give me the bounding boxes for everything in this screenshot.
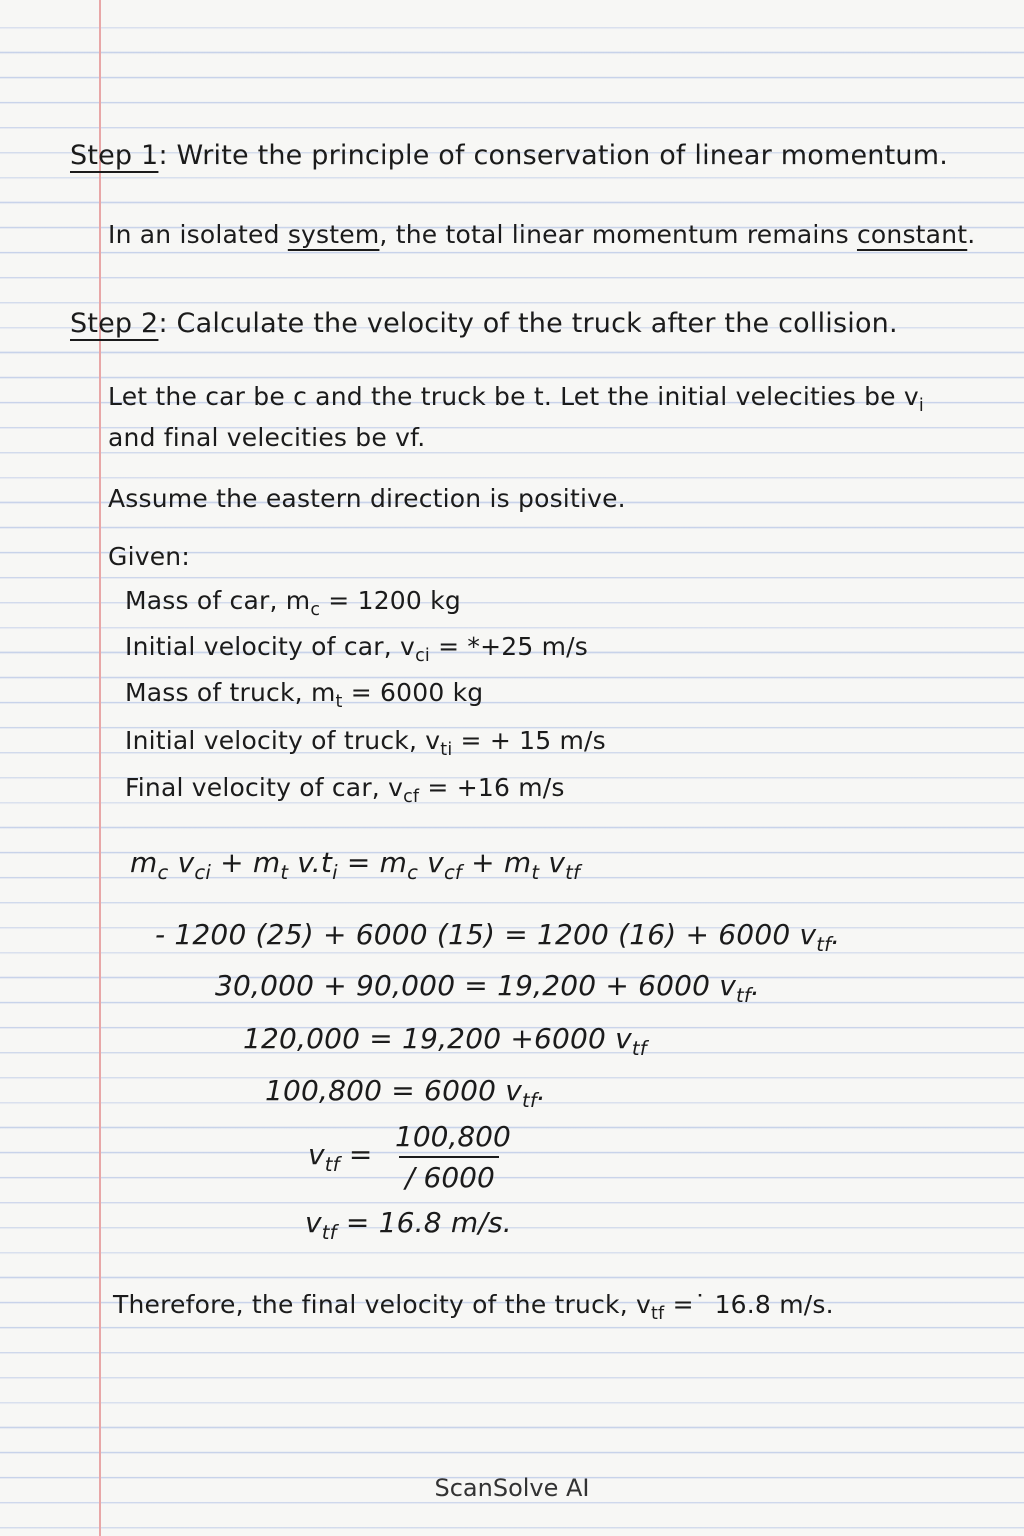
subscript: ti xyxy=(440,740,453,761)
subscript: cf xyxy=(403,787,420,808)
eq-text: = xyxy=(339,1138,373,1171)
equation-line-2 xyxy=(215,969,760,1007)
eq-text: 120,000 = 19,200 +6000 v xyxy=(243,1022,632,1055)
fraction-denominator: / 6000 xyxy=(405,1161,495,1194)
assumption: Assume the eastern direction is positive. xyxy=(108,484,626,513)
subscript: tf xyxy=(565,860,581,884)
subscript: i xyxy=(332,860,338,884)
given-initial-velocity-truck xyxy=(125,726,606,760)
eq-term: m xyxy=(130,846,158,879)
given-mass-car xyxy=(125,586,461,620)
subscript: t xyxy=(335,692,343,713)
given-text: Initial velocity of truck, v xyxy=(125,726,441,755)
subscript: tf xyxy=(651,1304,665,1325)
conclusion xyxy=(113,1290,834,1324)
step1-body-text: . xyxy=(967,220,976,249)
step2-heading xyxy=(70,308,898,339)
step1-label: Step 1 xyxy=(70,140,159,171)
step2-line2: and final velecities be vf. xyxy=(108,423,426,452)
eq-text: . xyxy=(831,918,841,951)
fraction-bar xyxy=(399,1156,499,1158)
given-text: Initial velocity of car, v xyxy=(125,632,416,661)
eq-term: v.t xyxy=(288,846,333,879)
subscript: ci xyxy=(194,860,211,884)
footer-brand: ScanSolve AI xyxy=(434,1474,590,1502)
given-mass-truck xyxy=(125,678,483,712)
subscript: tf xyxy=(736,983,752,1007)
underlined-constant: constant xyxy=(856,220,968,249)
subscript: tf xyxy=(321,1220,337,1244)
eq-term: v xyxy=(168,846,195,879)
given-value: = +16 m/s xyxy=(419,773,565,802)
given-label: Given: xyxy=(108,542,190,571)
eq-term: = m xyxy=(337,846,408,879)
given-text: Mass of truck, m xyxy=(125,678,336,707)
step2-label: Step 2 xyxy=(70,308,159,339)
subscript: ci xyxy=(415,646,430,667)
given-value: = *+25 m/s xyxy=(429,632,589,661)
eq-text: 30,000 + 90,000 = 19,200 + 6000 v xyxy=(215,969,737,1002)
eq-text: = 16.8 m/s. xyxy=(336,1206,512,1239)
subscript: tf xyxy=(324,1152,340,1176)
step1-heading xyxy=(70,140,948,171)
given-text: Mass of car, m xyxy=(125,586,311,615)
eq-text: v xyxy=(308,1138,325,1171)
equation-line-5-lhs xyxy=(308,1138,373,1176)
subscript: cf xyxy=(443,860,463,884)
subscript: c xyxy=(310,600,321,621)
subscript: t xyxy=(531,860,540,884)
given-final-velocity-car xyxy=(125,773,565,807)
underlined-system: system xyxy=(287,220,380,249)
step2-line1-text: Let the car be c and the truck be t. Let the initial velecities be v xyxy=(108,382,919,411)
fraction xyxy=(395,1120,511,1194)
step2-title: : Calculate the velocity of the truck after the collision. xyxy=(158,308,898,339)
fraction-numerator: 100,800 xyxy=(395,1120,511,1153)
given-initial-velocity-car xyxy=(125,632,588,666)
step1-title: : Write the principle of conservation of linear momentum. xyxy=(158,140,948,171)
subscript: tf xyxy=(631,1036,647,1060)
eq-term: + m xyxy=(462,846,532,879)
subscript: tf xyxy=(816,932,832,956)
given-value: = 1200 kg xyxy=(320,586,461,615)
eq-term: v xyxy=(418,846,444,879)
eq-term: + m xyxy=(210,846,281,879)
subscript: c xyxy=(157,860,169,884)
equation-line-6 xyxy=(305,1206,512,1244)
eq-text: v xyxy=(305,1206,322,1239)
subscript: t xyxy=(280,860,289,884)
conclusion-value: =˙ 16.8 m/s. xyxy=(664,1290,834,1319)
step1-body-text: , the total linear momentum remains xyxy=(379,220,857,249)
eq-text: . xyxy=(751,969,761,1002)
conclusion-text: Therefore, the final velocity of the truck, v xyxy=(113,1290,651,1319)
subscript: tf xyxy=(521,1088,537,1112)
eq-term: v xyxy=(539,846,566,879)
given-value: = + 15 m/s xyxy=(452,726,606,755)
step2-line1 xyxy=(108,382,924,416)
subscript: c xyxy=(407,860,419,884)
given-value: = 6000 kg xyxy=(342,678,484,707)
momentum-equation xyxy=(130,846,580,884)
step1-body xyxy=(108,220,975,249)
equation-line-3 xyxy=(243,1022,647,1060)
eq-text: . xyxy=(536,1074,547,1107)
step1-body-text: In an isolated xyxy=(108,220,288,249)
eq-text: - 1200 (25) + 6000 (15) = 1200 (16) + 6000 v xyxy=(155,918,817,951)
eq-text: 100,800 = 6000 v xyxy=(265,1074,522,1107)
equation-line-1 xyxy=(155,918,840,956)
subscript: i xyxy=(918,396,924,417)
equation-line-4 xyxy=(265,1074,546,1112)
given-text: Final velocity of car, v xyxy=(125,773,404,802)
